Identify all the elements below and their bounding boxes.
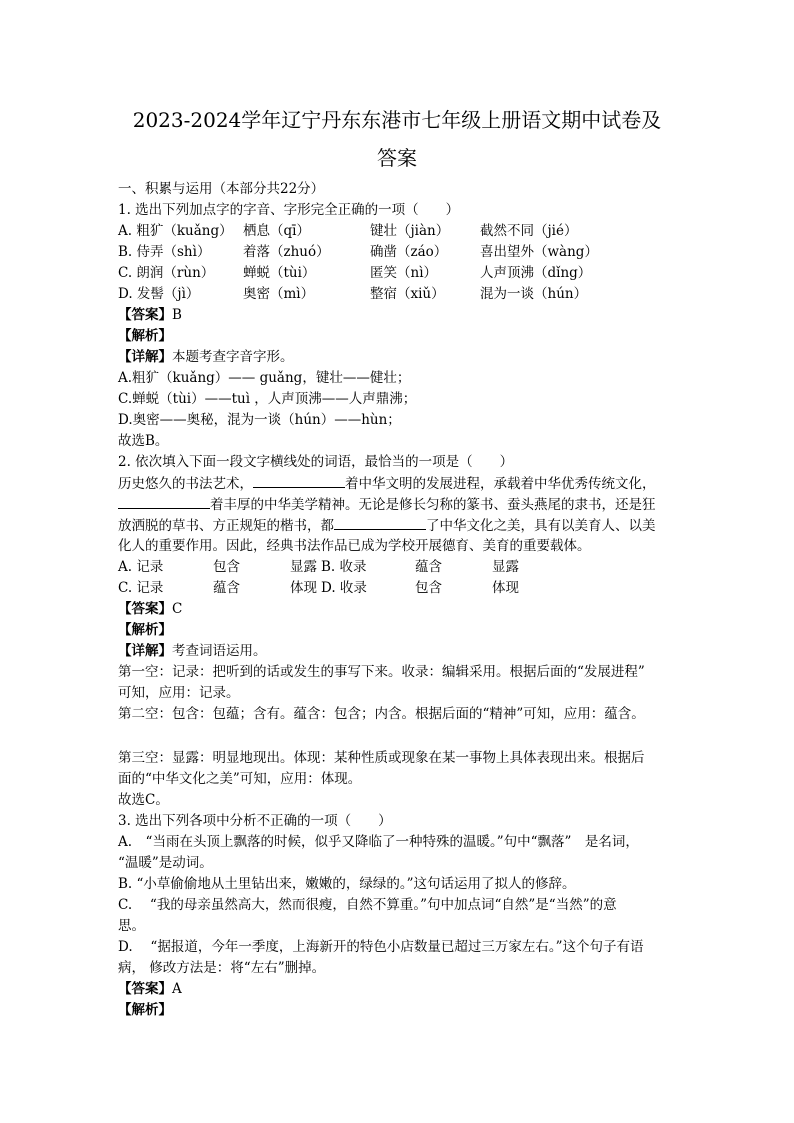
q2-option-row	[118, 578, 688, 599]
option-cell: 键壮（jiàn）	[370, 223, 450, 239]
q1-stem: 1. 选出下列加点字的字音、字形完全正确的一项（ ）	[118, 202, 460, 218]
q1-detail-line: C.蝉蜕（tùi）——tuì ，人声顶沸——人声鼎沸；	[118, 391, 417, 407]
option-cell: B. 收录	[321, 559, 367, 575]
document-title-line-1: 2023-2024学年辽宁丹东东港市七年级上册语文期中试卷及	[132, 108, 662, 132]
fill-blank-2	[118, 494, 210, 509]
q2-option-row	[118, 557, 688, 578]
q2-detail-line: 第三空：显露：明显地现出。体现：某种性质或现象在某一事物上具体表现出来。根据后	[118, 750, 645, 766]
option-cell: 包含	[213, 559, 240, 575]
q3-option-line: 病， 修改方法是：将“左右”删掉。	[118, 960, 326, 976]
q3-option-line: D. “据报道，今年一季度，上海新开的特色小店数量已超过三万家左右。”这个句子有语	[118, 939, 644, 955]
option-cell: 截然不同（jié）	[480, 223, 578, 239]
option-cell: 蕴含	[213, 580, 240, 596]
option-cell: 人声顶沸（dǐng）	[480, 265, 592, 281]
passage-text: 了中华文化之美，具有以美育人、以美	[426, 518, 656, 534]
option-cell: D. 发髻（jì）	[118, 286, 200, 302]
answer-value: A	[172, 981, 182, 997]
q3-analysis-label: 【解析】	[118, 1002, 172, 1018]
answer-label: 【答案】	[118, 307, 172, 323]
passage-text: 放洒脱的草书、方正规矩的楷书，都	[118, 518, 334, 534]
q1-detail-line: D.奥密——奥秘，混为一谈（hún）——hùn；	[118, 412, 401, 428]
option-cell: 显露	[492, 559, 519, 575]
section-heading: 一、积累与运用（本部分共22分）	[118, 181, 325, 197]
passage-text: 着中华文明的发展进程，承载着中华优秀传统文化，	[345, 476, 656, 492]
q1-detail-line: A.粗犷（kuǎng）—— guǎng，键壮——健壮；	[118, 370, 411, 386]
option-cell: 确凿（záo）	[370, 244, 448, 260]
detail-label: 【详解】	[118, 643, 172, 659]
q2-detail-line: 第一空：记录：把听到的话或发生的事写下来。收录：编辑采用。根据后面的“发展进程”	[118, 664, 645, 680]
q1-detail	[118, 347, 688, 368]
q1-answer	[118, 305, 688, 326]
option-cell: 体现	[492, 580, 519, 596]
q2-detail-line: 面的“中华文化之美”可知，应用：体现。	[118, 771, 362, 787]
q1-analysis-label: 【解析】	[118, 328, 172, 344]
option-cell: 栖息（qī）	[243, 223, 310, 239]
q3-option-line: C. “我的母亲虽然高大，然而很瘦，自然不算重。”句中加点词“自然”是“当然”的意	[118, 897, 617, 913]
option-cell: 混为一谈（hún）	[480, 286, 588, 302]
q3-option-line: A. “当雨在头顶上飘落的时候，似乎又降临了一种特殊的温暖。”句中“飘落” 是名词，	[118, 834, 639, 850]
option-cell: D. 收录	[321, 580, 367, 596]
detail-label: 【详解】	[118, 349, 172, 365]
passage-text: 历史悠久的书法艺术，	[118, 476, 253, 492]
q2-stem: 2. 依次填入下面一段文字横线处的词语，最恰当的一项是（ ）	[118, 454, 514, 470]
answer-label: 【答案】	[118, 981, 172, 997]
option-cell: C. 朗润（rùn）	[118, 265, 215, 281]
option-cell: A. 记录	[118, 559, 164, 575]
q1-option-row	[118, 284, 688, 305]
q3-stem: 3. 选出下列各项中分析不正确的一项（ ）	[118, 813, 392, 829]
q2-conclusion: 故选C。	[118, 792, 169, 808]
document-title-line-2: 答案	[377, 146, 417, 170]
option-cell: A. 粗犷（kuǎng）	[118, 223, 233, 239]
q1-conclusion: 故选B。	[118, 433, 169, 449]
q3-option-line: “温暖”是动词。	[118, 855, 213, 871]
detail-text: 考查词语运用。	[172, 643, 267, 659]
q3-option-line: 思。	[118, 918, 145, 934]
q2-passage-line	[118, 515, 688, 536]
q2-analysis-label: 【解析】	[118, 622, 172, 638]
option-cell: 奥密（mì）	[243, 286, 315, 302]
q2-passage-line: 化人的重要作用。因此，经典书法作品已成为学校开展德育、美育的重要载体。	[118, 538, 591, 554]
q1-option-row	[118, 263, 688, 284]
q3-option-line: B. “小草偷偷地从土里钻出来，嫩嫩的，绿绿的。”这句话运用了拟人的修辞。	[118, 876, 576, 892]
q2-detail-line: 第二空：包含：包蕴；含有。蕴含：包含；内含。根据后面的“精神”可知，应用：蕴含。	[118, 706, 645, 722]
q2-detail-line: 可知，应用：记录。	[118, 685, 240, 701]
option-cell: 蕴含	[415, 559, 442, 575]
option-cell: C. 记录	[118, 580, 164, 596]
document-body	[118, 179, 688, 1021]
q2-answer	[118, 599, 688, 620]
option-cell: 整宿（xiǔ）	[370, 286, 445, 302]
q3-answer	[118, 979, 688, 1000]
fill-blank-1	[253, 473, 345, 488]
option-cell: 匿笑（nì）	[370, 265, 438, 281]
q2-passage-line	[118, 494, 688, 515]
q2-detail	[118, 641, 688, 662]
answer-value: B	[172, 307, 182, 323]
option-cell: 显露	[290, 559, 317, 575]
answer-label: 【答案】	[118, 601, 172, 617]
option-cell: B. 侍弄（shì）	[118, 244, 211, 260]
option-cell: 包含	[415, 580, 442, 596]
option-cell: 着落（zhuó）	[243, 244, 330, 260]
q1-option-row	[118, 221, 688, 242]
q2-passage-line	[118, 473, 688, 494]
option-cell: 喜出望外（wàng）	[480, 244, 598, 260]
option-cell: 蝉蜕（tùi）	[243, 265, 316, 281]
q1-option-row	[118, 242, 688, 263]
answer-value: C	[172, 601, 183, 617]
detail-text: 本题考查字音字形。	[172, 349, 294, 365]
option-cell: 体现	[290, 580, 317, 596]
fill-blank-3	[334, 515, 426, 530]
passage-text: 着丰厚的中华美学精神。无论是修长匀称的篆书、蚕头燕尾的隶书，还是狂	[210, 497, 656, 513]
